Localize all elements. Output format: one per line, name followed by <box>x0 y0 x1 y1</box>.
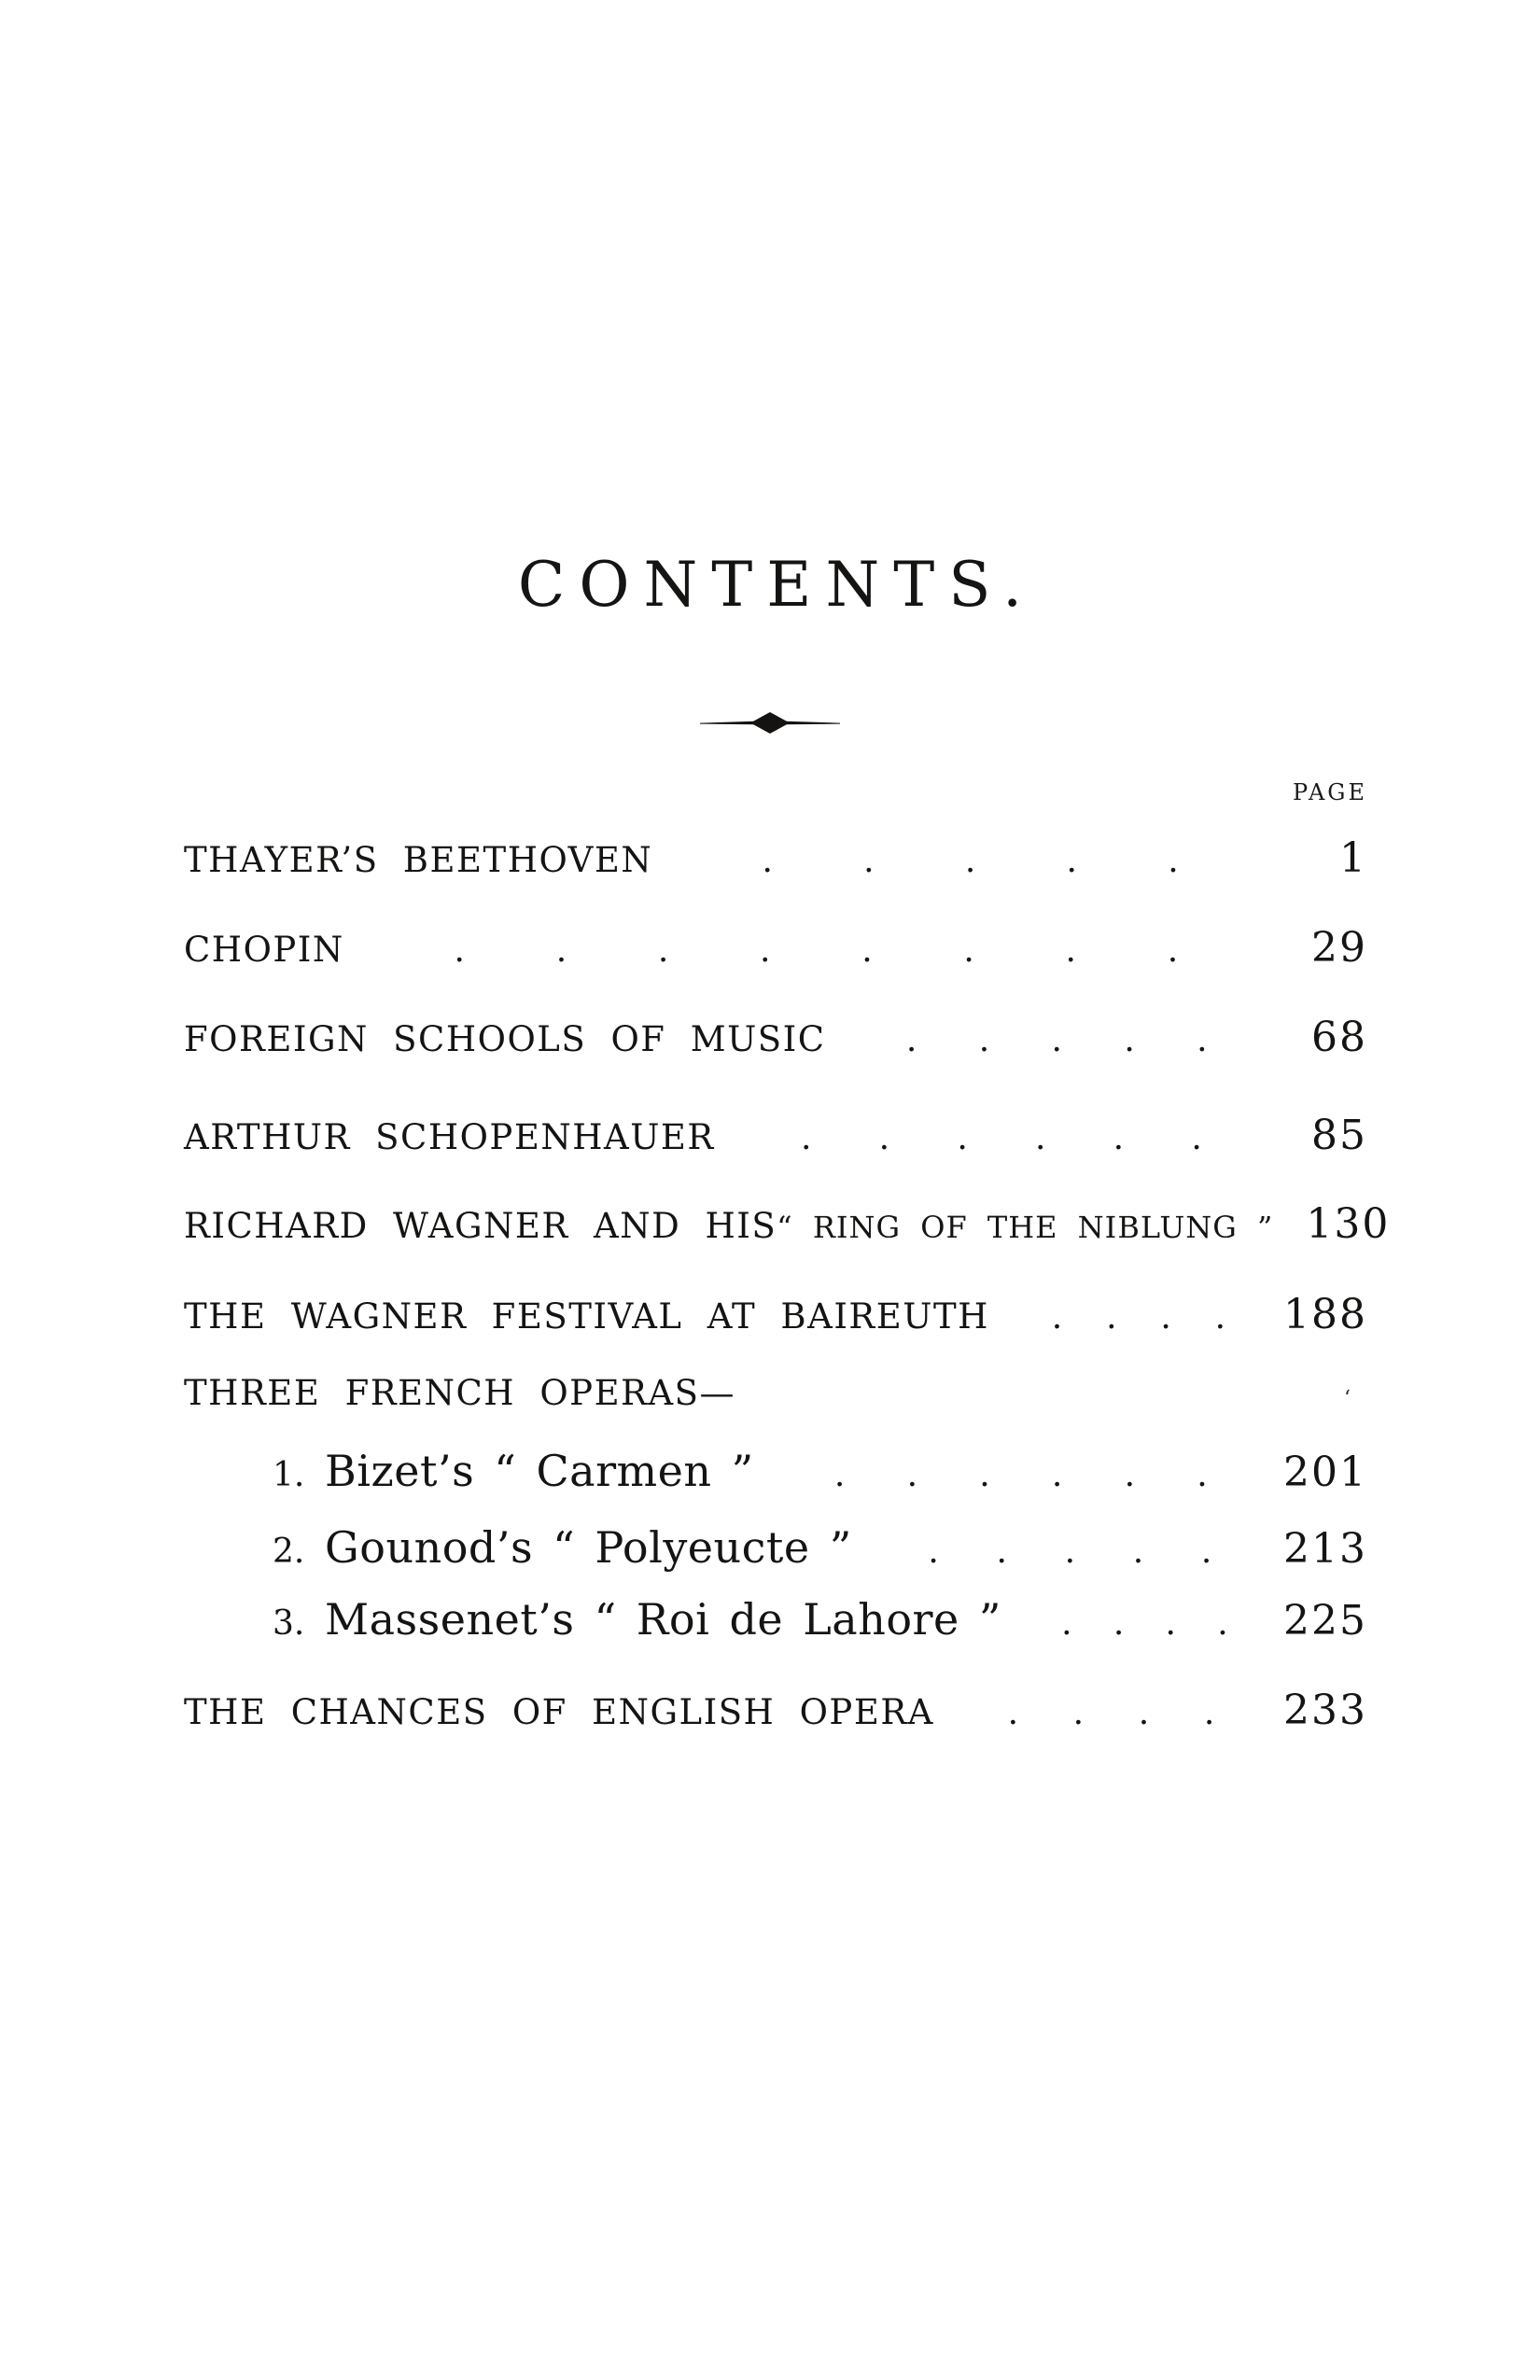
leader-dot: . <box>957 1122 968 1155</box>
leader-dot: . <box>1197 1024 1208 1057</box>
toc-entry <box>184 834 1367 882</box>
toc-entry-label-quoted: “ RING OF THE NIBLUNG ” <box>777 1210 1274 1245</box>
leader-dot: . <box>1113 1122 1125 1155</box>
leader-dot: . <box>1113 1607 1125 1641</box>
leader-dots <box>671 845 1269 878</box>
leader-dots <box>363 934 1269 968</box>
toc-entry-label-text: THE CHANCES OF ENGLISH OPERA <box>184 1692 934 1732</box>
leader-dot: . <box>964 845 976 878</box>
toc-entry-number: 1. <box>273 1456 305 1494</box>
toc-entry-label <box>184 930 344 970</box>
leader-dot: . <box>1051 1459 1063 1492</box>
leader-dot: . <box>762 845 773 878</box>
page-title: CONTENTS. <box>517 549 1037 621</box>
toc-entry-label-text: THE WAGNER FESTIVAL AT BAIREUTH <box>184 1296 989 1337</box>
leader-dot: . <box>1168 845 1179 878</box>
leader-dot: . <box>833 1459 846 1492</box>
toc-entry-label <box>184 1692 934 1732</box>
toc-entry <box>184 1446 1367 1496</box>
toc-entry-number: 3. <box>273 1604 305 1643</box>
toc-entry-page: 68 <box>1311 1014 1367 1061</box>
toc-entry-label-text: Massenet’s “ Roi de Lahore ” <box>325 1594 1001 1645</box>
leader-dot: . <box>906 1459 918 1492</box>
toc-entry-label <box>184 1019 826 1059</box>
leader-dot: . <box>800 1122 812 1155</box>
leader-dot: . <box>878 1122 890 1155</box>
leader-dot: . <box>1138 1697 1150 1730</box>
toc-entry-page: 29 <box>1311 924 1367 972</box>
leader-dot: . <box>1124 1459 1136 1492</box>
toc-entry-label-text: Gounod’s “ Polyeucte ” <box>325 1522 852 1573</box>
toc-entry-page: ‘ <box>1344 1387 1352 1410</box>
leader-dot: . <box>1124 1024 1135 1057</box>
toc-entry-label <box>325 1594 1001 1645</box>
toc-entry <box>184 1200 1391 1248</box>
leader-dot: . <box>1167 934 1179 968</box>
toc-entry-label-text: THREE FRENCH OPERAS— <box>184 1373 736 1413</box>
toc-entry-label <box>184 1206 1273 1246</box>
toc-entry <box>184 924 1367 972</box>
leader-dot: . <box>1197 1459 1208 1492</box>
leader-dot: . <box>760 934 771 968</box>
toc-entry <box>184 1687 1367 1734</box>
page-column-label: PAGE <box>1293 779 1367 805</box>
toc-entry-page: 233 <box>1283 1687 1367 1734</box>
leader-dots <box>871 1535 1269 1569</box>
leader-dot: . <box>1165 1607 1176 1641</box>
toc-entry-label-text: ARTHUR SCHOPENHAUER <box>184 1117 715 1157</box>
toc-entry-label-text: RICHARD WAGNER AND HIS <box>184 1206 777 1246</box>
toc-entry-label <box>325 1446 754 1496</box>
leader-dot: . <box>1064 1535 1076 1569</box>
leader-dot: . <box>979 1459 990 1492</box>
leader-dot: . <box>1160 1301 1171 1335</box>
toc-entry-label-text: THAYER’S BEETHOVEN <box>184 840 653 880</box>
toc-entry-number: 2. <box>273 1533 305 1571</box>
leader-dot: . <box>1065 934 1076 968</box>
leader-dots <box>1020 1607 1269 1641</box>
leader-dot: . <box>1200 1535 1212 1569</box>
leader-dot: . <box>1214 1301 1226 1335</box>
toc-entry-label-text: FOREIGN SCHOOLS OF MUSIC <box>184 1019 826 1059</box>
toc-entry-page: 201 <box>1283 1449 1367 1496</box>
leader-dot: . <box>1191 1122 1202 1155</box>
toc-entry-page: 85 <box>1311 1112 1367 1159</box>
leader-dot: . <box>1217 1607 1228 1641</box>
toc-entry <box>184 1014 1367 1061</box>
leader-dot: . <box>1072 1697 1085 1730</box>
toc-entry-page: 225 <box>1283 1597 1367 1645</box>
leader-dot: . <box>1051 1024 1062 1057</box>
toc-entry-label <box>184 840 652 880</box>
leader-dot: . <box>1132 1535 1144 1569</box>
leader-dots <box>1008 1301 1269 1335</box>
leader-dot: . <box>1066 845 1077 878</box>
leader-dot: . <box>978 1024 990 1057</box>
toc-entry <box>184 1594 1367 1645</box>
leader-dot: . <box>928 1535 939 1569</box>
toc-entry-page: 130 <box>1306 1200 1391 1248</box>
leader-dots <box>773 1459 1269 1492</box>
leader-dot: . <box>996 1535 1007 1569</box>
leader-dot: . <box>555 934 567 968</box>
toc-entry-label-text: CHOPIN <box>184 930 344 970</box>
leader-dot: . <box>863 845 875 878</box>
leader-dot: . <box>1061 1607 1072 1641</box>
toc-entry-label <box>325 1522 852 1573</box>
leader-dot: . <box>861 934 873 968</box>
toc-entry <box>184 1522 1367 1573</box>
toc-entry-label <box>184 1117 715 1157</box>
leader-dots <box>734 1122 1269 1155</box>
leader-dot: . <box>1203 1697 1215 1730</box>
toc-rows <box>184 0 1391 2380</box>
toc-entry-label <box>184 1296 989 1337</box>
toc-entry-label <box>184 1373 735 1413</box>
table-of-contents <box>184 0 1391 2380</box>
leader-dot: . <box>905 1024 917 1057</box>
toc-entry <box>184 1112 1367 1159</box>
leader-dot: . <box>1034 1122 1046 1155</box>
toc-entry-page: 1 <box>1339 834 1367 882</box>
leader-dot: . <box>454 934 465 968</box>
toc-entry <box>184 1291 1367 1338</box>
leader-dots <box>845 1024 1269 1057</box>
leader-dots <box>953 1697 1269 1730</box>
leader-dot: . <box>1106 1301 1117 1335</box>
toc-entry-page: 213 <box>1283 1525 1367 1573</box>
toc-entry-page: 188 <box>1283 1291 1367 1338</box>
toc-entry <box>184 1373 1367 1413</box>
leader-dot: . <box>963 934 974 968</box>
leader-dot: . <box>1007 1697 1019 1730</box>
leader-dot: . <box>657 934 669 968</box>
toc-entry-label-text: Bizet’s “ Carmen ” <box>325 1446 754 1496</box>
leader-dot: . <box>1051 1301 1063 1335</box>
